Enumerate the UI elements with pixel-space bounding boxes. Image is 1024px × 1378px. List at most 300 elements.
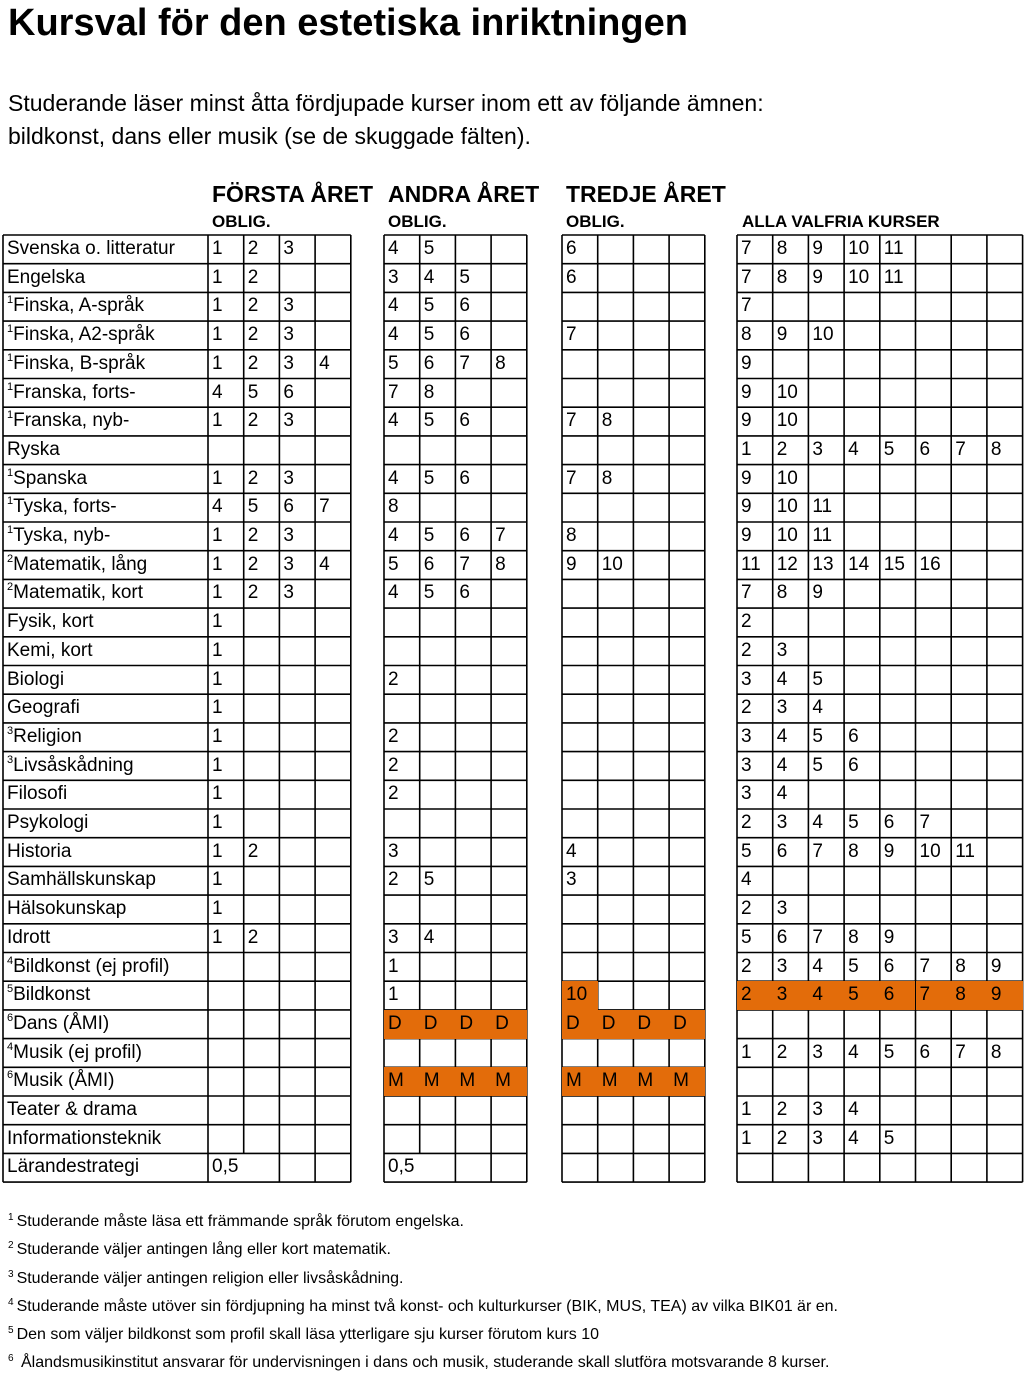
course-cell	[315, 838, 351, 867]
course-cell: 5	[423, 410, 435, 432]
course-cell	[562, 579, 598, 608]
course-cell: 4	[388, 324, 399, 346]
course-cell	[880, 637, 916, 666]
course-cell: D	[491, 1010, 527, 1039]
course-cell	[562, 694, 598, 723]
course-cell: 10	[919, 840, 941, 862]
course-cell: 2	[741, 898, 752, 920]
course-cell: 5	[741, 926, 752, 948]
course-cell: 3	[741, 783, 752, 805]
row-label	[7, 554, 147, 576]
course-cell	[633, 1153, 669, 1182]
course-cell	[455, 895, 491, 924]
row-label	[7, 353, 145, 375]
row-label	[7, 1042, 142, 1064]
course-cell	[880, 752, 916, 781]
course-cell	[773, 1067, 809, 1096]
course-cell	[844, 465, 880, 494]
course-cell	[562, 637, 598, 666]
row-label	[7, 1070, 114, 1092]
course-cell: 8	[955, 955, 966, 977]
course-cell: 15	[883, 553, 905, 575]
course-cell: M	[669, 1067, 705, 1096]
course-cell	[737, 1153, 773, 1182]
course-cell: 14	[848, 553, 870, 575]
course-cell	[669, 292, 705, 321]
course-cell: 13	[812, 553, 834, 575]
year-third-heading: TREDJE ÅRET	[566, 181, 726, 207]
course-cell	[844, 579, 880, 608]
course-cell: 7	[741, 266, 752, 288]
footnote-number: 1	[8, 1212, 14, 1223]
row-label	[7, 582, 143, 604]
course-cell: 1	[212, 668, 223, 690]
course-cell	[279, 1067, 315, 1096]
footnote-number: 4	[8, 1296, 14, 1308]
course-cell: 10	[812, 324, 834, 346]
row-label	[7, 1128, 161, 1150]
course-cell	[455, 694, 491, 723]
course-cell	[491, 924, 527, 953]
course-cell	[669, 264, 705, 293]
course-cell	[916, 522, 952, 551]
course-cell	[916, 292, 952, 321]
course-cell: 10	[562, 981, 598, 1010]
course-cell: 5	[423, 467, 435, 489]
course-cell: 7	[919, 812, 931, 833]
footnote-marker: 1	[7, 323, 14, 336]
course-cell	[491, 838, 527, 867]
course-cell	[951, 608, 987, 637]
course-cell: 4	[776, 783, 788, 805]
course-cell	[455, 924, 491, 953]
course-cell: 5	[883, 1127, 895, 1149]
footnote-marker: 3	[7, 753, 14, 766]
course-cell: 2	[776, 438, 788, 460]
course-cell: 4	[741, 869, 752, 891]
course-cell: 4	[319, 352, 330, 374]
course-cell	[951, 264, 987, 293]
course-cell: 5	[423, 238, 435, 259]
course-cell	[669, 866, 705, 895]
course-cell: 9	[990, 955, 1002, 977]
course-cell	[773, 1010, 809, 1039]
year-first-heading: FÖRSTA ÅRET	[212, 181, 373, 207]
row-label	[7, 439, 60, 461]
course-cell	[633, 1096, 669, 1125]
course-cell: D	[420, 1010, 456, 1039]
course-cell	[455, 981, 491, 1010]
course-cell	[951, 292, 987, 321]
course-cell	[491, 493, 527, 522]
course-cell	[244, 723, 280, 752]
course-cell	[987, 292, 1023, 321]
course-cell: 5	[388, 352, 399, 374]
course-cell	[916, 1153, 952, 1182]
course-cell: 2	[247, 410, 259, 432]
course-cell	[987, 321, 1023, 350]
course-cell	[562, 292, 598, 321]
course-cell	[916, 493, 952, 522]
course-cell	[808, 895, 844, 924]
course-cell	[916, 379, 952, 408]
course-cell: 4	[388, 582, 399, 604]
course-cell: 2	[247, 553, 259, 575]
course-cell: D	[562, 1010, 598, 1039]
course-cell	[279, 1010, 315, 1039]
course-cell: 2	[247, 238, 259, 259]
course-cell	[633, 551, 669, 580]
course-cell: 11	[741, 553, 761, 575]
course-cell	[951, 321, 987, 350]
course-cell	[633, 407, 669, 436]
course-cell	[491, 895, 527, 924]
course-cell	[315, 752, 351, 781]
course-cell	[669, 981, 705, 1010]
course-cell	[279, 723, 315, 752]
course-cell	[669, 235, 705, 264]
course-cell	[951, 866, 987, 895]
footnote-marker: 6	[7, 1011, 14, 1024]
course-cell: M	[455, 1067, 491, 1096]
course-cell: M	[384, 1067, 420, 1096]
course-cell: 1	[212, 840, 223, 862]
course-cell: 8	[495, 553, 506, 575]
footnote-marker: 1	[7, 524, 14, 536]
footnote-marker: 4	[7, 954, 14, 967]
course-cell: 9	[883, 840, 895, 862]
course-cell	[951, 637, 987, 666]
course-cell	[244, 694, 280, 723]
course-cell: 4	[776, 725, 788, 747]
course-cell	[880, 866, 916, 895]
course-cell	[315, 694, 351, 723]
course-cell	[916, 752, 952, 781]
course-cell	[455, 493, 491, 522]
course-cell: 5	[812, 725, 823, 747]
course-cell	[808, 1010, 844, 1039]
course-cell	[880, 1153, 916, 1182]
course-cell	[633, 350, 669, 379]
course-cell: 9	[741, 410, 752, 432]
course-cell	[208, 1125, 244, 1154]
course-cell: 7	[566, 410, 577, 432]
course-cell	[384, 694, 420, 723]
footnote-marker: 3	[7, 724, 14, 737]
course-cell	[951, 694, 987, 723]
course-cell: 4	[423, 266, 435, 288]
course-cell: 1	[741, 1099, 752, 1120]
row-label-text: Livsåskådning	[13, 754, 134, 776]
course-cell: 7	[812, 840, 823, 862]
footnote-text: Den som väljer bildkonst som profil skall läsa ytterligare sju kurser förutom kurs 10	[16, 1326, 599, 1344]
course-cell	[844, 1153, 880, 1182]
course-cell: 1	[212, 754, 223, 776]
course-cell	[916, 694, 952, 723]
course-cell	[244, 866, 280, 895]
course-cell	[455, 379, 491, 408]
row-label-text: Fysik, kort	[7, 611, 94, 633]
course-cell: 0,5	[388, 1156, 415, 1178]
course-cell	[455, 1125, 491, 1154]
course-cell	[633, 637, 669, 666]
course-cell	[598, 809, 634, 838]
course-cell: M	[633, 1067, 669, 1096]
course-cell	[420, 723, 456, 752]
row-label	[7, 267, 85, 289]
course-cell: 1	[212, 295, 223, 317]
course-cell	[633, 953, 669, 982]
course-cell	[951, 465, 987, 494]
course-cell: 4	[388, 238, 399, 259]
course-cell	[562, 1039, 598, 1068]
course-cell	[633, 838, 669, 867]
course-cell: 3	[566, 869, 577, 891]
course-cell: 7	[566, 467, 577, 489]
row-label	[7, 984, 90, 1006]
course-cell: 8	[990, 438, 1002, 460]
course-cell: 9	[987, 981, 1023, 1010]
course-cell: 5	[247, 496, 259, 518]
course-cell: 2	[776, 1041, 788, 1063]
course-cell	[279, 924, 315, 953]
row-label	[7, 295, 144, 317]
course-cell: 2	[388, 754, 399, 776]
course-cell: 9	[812, 238, 823, 259]
course-cell	[384, 809, 420, 838]
course-cell	[491, 1039, 527, 1068]
course-cell	[279, 436, 315, 465]
course-cell: 6	[423, 352, 435, 374]
course-cell	[491, 866, 527, 895]
course-cell: 3	[741, 754, 752, 776]
course-cell: M	[562, 1067, 598, 1096]
course-cell	[491, 1125, 527, 1154]
course-cell	[279, 666, 315, 695]
course-cell	[844, 637, 880, 666]
course-cell	[669, 666, 705, 695]
course-cell	[598, 637, 634, 666]
course-cell: 5	[423, 525, 435, 546]
course-cell	[987, 895, 1023, 924]
course-cell	[315, 723, 351, 752]
course-cell: 8	[566, 525, 577, 546]
course-cell	[669, 838, 705, 867]
course-cell	[598, 780, 634, 809]
course-cell: 5	[423, 324, 435, 346]
course-cell	[455, 1153, 491, 1182]
row-label-text: Lärandestrategi	[7, 1156, 140, 1178]
course-cell	[880, 379, 916, 408]
course-cell: 3	[283, 410, 294, 432]
footnote-number: 5	[8, 1325, 14, 1337]
course-cell	[880, 493, 916, 522]
course-cell	[315, 1096, 351, 1125]
course-cell	[455, 752, 491, 781]
course-cell	[279, 838, 315, 867]
course-cell	[244, 1039, 280, 1068]
course-cell	[916, 866, 952, 895]
row-label-text: Historia	[7, 840, 72, 862]
course-cell: 9	[741, 352, 752, 374]
course-cell	[562, 379, 598, 408]
course-cell	[669, 953, 705, 982]
course-cell	[598, 1096, 634, 1125]
course-cell	[244, 666, 280, 695]
course-cell	[880, 694, 916, 723]
course-cell	[315, 981, 351, 1010]
year-second-heading: ANDRA ÅRET	[388, 181, 540, 207]
course-cell: 1	[741, 438, 752, 460]
course-cell	[880, 666, 916, 695]
course-cell: 6	[459, 582, 470, 604]
course-cell: 6	[459, 467, 470, 489]
course-cell	[315, 321, 351, 350]
course-cell: 7	[812, 926, 823, 948]
course-cell: 1	[388, 955, 399, 977]
course-cell	[279, 1039, 315, 1068]
course-cell	[315, 1153, 351, 1182]
course-cell	[808, 637, 844, 666]
course-cell: 8	[990, 1041, 1002, 1063]
course-cell	[880, 292, 916, 321]
course-cell	[951, 1153, 987, 1182]
course-cell	[951, 493, 987, 522]
course-cell	[455, 637, 491, 666]
footnote-item	[8, 1349, 1018, 1377]
row-label-text: Tyska, nyb-	[13, 525, 111, 546]
course-cell	[916, 1096, 952, 1125]
course-cell: 6	[883, 812, 895, 833]
course-cell: 11	[883, 266, 904, 288]
course-cell	[987, 264, 1023, 293]
course-cell	[987, 522, 1023, 551]
course-cell: 7	[388, 381, 399, 403]
course-cell	[279, 953, 315, 982]
course-cell	[455, 780, 491, 809]
course-cell	[562, 608, 598, 637]
course-cell: 3	[283, 525, 294, 546]
course-cell: 5	[423, 869, 435, 891]
course-cell: 9	[883, 926, 895, 948]
course-cell: 4	[566, 840, 577, 862]
row-label-text: Matematik, lång	[13, 553, 148, 575]
course-cell	[598, 235, 634, 264]
course-cell	[455, 608, 491, 637]
course-cell	[598, 1153, 634, 1182]
course-cell	[598, 666, 634, 695]
course-cell	[491, 264, 527, 293]
course-cell: 2	[247, 295, 259, 317]
course-cell: D	[455, 1010, 491, 1039]
course-cell: 6	[848, 754, 859, 776]
course-cell	[315, 379, 351, 408]
course-cell	[773, 608, 809, 637]
page-title: Kursval för den estetiska inriktningen	[8, 2, 688, 44]
row-label-text: Musik (ÅMI)	[13, 1070, 115, 1092]
course-cell	[384, 608, 420, 637]
course-cell	[208, 436, 244, 465]
course-cell	[420, 436, 456, 465]
footnote-number: 3	[8, 1268, 14, 1280]
course-cell: 1	[212, 812, 223, 833]
intro-line-1: Studerande läser minst åtta fördjupade kurser inom ett av följande ämnen:	[8, 90, 764, 116]
footnote-item	[8, 1265, 1018, 1293]
row-label-text: Matematik, kort	[13, 582, 143, 604]
course-cell: 2	[247, 467, 259, 489]
course-cell	[633, 981, 669, 1010]
course-cell	[916, 895, 952, 924]
course-cell	[951, 551, 987, 580]
course-cell: 4	[388, 467, 399, 489]
course-cell	[384, 1096, 420, 1125]
course-cell	[562, 1153, 598, 1182]
course-cell: 2	[776, 1099, 788, 1120]
course-cell	[315, 436, 351, 465]
course-cell: 10	[776, 525, 798, 546]
course-cell	[562, 924, 598, 953]
row-label	[7, 410, 129, 432]
course-cell	[987, 465, 1023, 494]
course-cell	[633, 666, 669, 695]
course-cell: 2	[247, 324, 259, 346]
intro-line-2: bildkonst, dans eller musik (se de skuggade fälten).	[8, 123, 531, 149]
course-cell	[633, 866, 669, 895]
course-cell	[633, 321, 669, 350]
course-cell	[808, 465, 844, 494]
course-cell: 6	[776, 840, 788, 862]
course-cell	[244, 1096, 280, 1125]
course-cell: 6	[919, 1041, 931, 1063]
course-cell: 2	[741, 697, 752, 719]
course-cell: 1	[212, 553, 223, 575]
row-label	[7, 1013, 109, 1035]
course-cell	[420, 1153, 456, 1182]
course-cell	[244, 895, 280, 924]
course-cell: 3	[812, 1127, 823, 1149]
course-cell: 4	[848, 1127, 859, 1149]
course-cell	[808, 780, 844, 809]
row-label	[7, 468, 87, 490]
course-cell	[951, 579, 987, 608]
course-cell	[916, 264, 952, 293]
footnote-marker: 2	[7, 552, 14, 565]
course-cell	[491, 1153, 527, 1182]
course-cell: 5	[883, 1041, 895, 1063]
course-cell	[633, 608, 669, 637]
course-cell: 8	[776, 582, 788, 604]
course-cell	[916, 1125, 952, 1154]
course-cell	[491, 694, 527, 723]
row-label	[7, 382, 136, 404]
footnote-item	[8, 1236, 1018, 1264]
course-cell	[633, 723, 669, 752]
course-cell: 2	[388, 869, 399, 891]
course-cell	[420, 637, 456, 666]
course-cell	[808, 1153, 844, 1182]
course-cell	[598, 292, 634, 321]
course-cell	[951, 1125, 987, 1154]
course-cell	[669, 1125, 705, 1154]
course-cell	[598, 953, 634, 982]
course-cell: 1	[388, 984, 399, 1006]
course-cell	[279, 608, 315, 637]
course-cell	[315, 924, 351, 953]
course-cell	[669, 608, 705, 637]
course-cell	[669, 493, 705, 522]
course-cell	[598, 522, 634, 551]
course-cell	[208, 1096, 244, 1125]
